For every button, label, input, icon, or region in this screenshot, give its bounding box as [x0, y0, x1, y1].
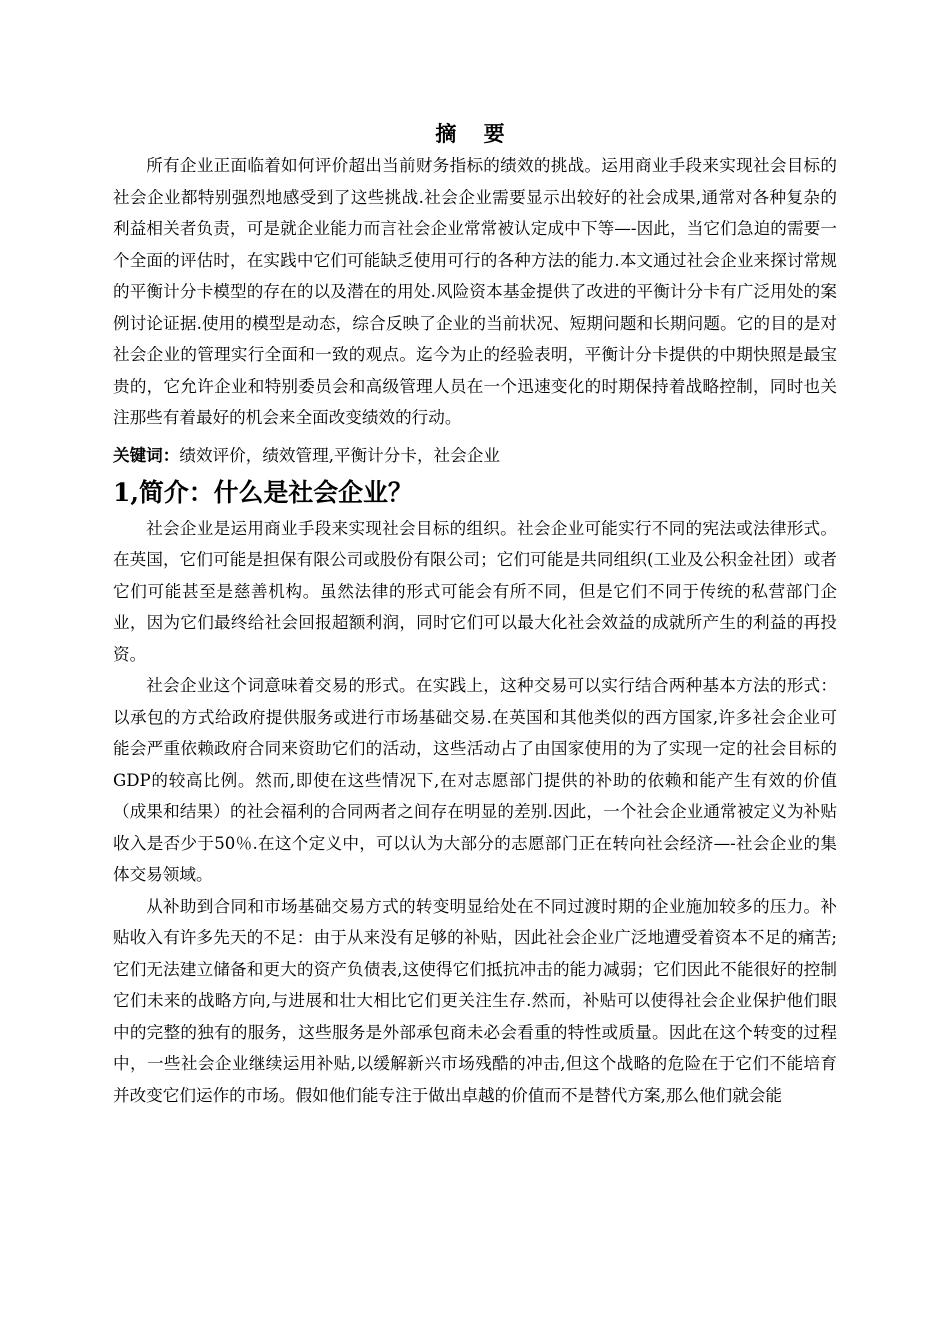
keywords-label: 关键词： — [113, 444, 180, 465]
section-paragraph-2: 社会企业这个词意味着交易的形式。在实践上，这种交易可以实行结合两种基本方法的形式：以承包的方式给政府提供服务或进行市场基础交易.在英国和其他类似的西方国家,许多社会企业可能会严重依赖政府合同来资助它们的活动，这些活动占了由国家使用的为了实现一定的社会目标的GDP的较高比例。然而,即使在这些情况下,在对志愿部门提供的补助的依赖和能产生有效的价值（成果和结果）的社会福利的合同两者之间存在明显的差别.因此，一个社会企业通常被定义为补贴收入是否少于50％.在这个定义中，可以认为大部分的志愿部门正在转向社会经济—-社会企业的集体交易领域。 — [113, 676, 837, 884]
section-paragraph-1: 社会企业是运用商业手段来实现社会目标的组织。社会企业可能实行不同的宪法或法律形式。在英国，它们可能是担保有限公司或股份有限公司；它们可能是共同组织(工业及公积金社团）或者它们可能甚至是慈善机构。虽然法律的形式可能会有所不同，但是它们不同于传统的私营部门企业，因为它们最终给社会回报超额利润，同时它们可以最大化社会效益的成就所产生的利益的再投资。 — [113, 518, 837, 664]
keywords-line — [113, 440, 837, 472]
keywords-text: 绩效评价，绩效管理,平衡计分卡，社会企业 — [179, 445, 500, 465]
document-page — [113, 118, 837, 1111]
section-paragraph-3: 从补助到合同和市场基础交易方式的转变明显给处在不同过渡时期的企业施加较多的压力。补贴收入有许多先天的不足：由于从来没有足够的补贴，因此社会企业广泛地遭受着资本不足的痛苦;它们无法建立储备和更大的资产负债表,这使得它们抵抗冲击的能力减弱；它们因此不能很好的控制它们未来的战略方向,与进展和壮大相比它们更关注生存.然而，补贴可以使得社会企业保护他们眼中的完整的独有的服务，这些服务是外部承包商未必会看重的特性或质量。因此在这个转变的过程中，一些社会企业继续运用补贴,以缓解新兴市场残酷的冲击,但这个战略的危险在于它们不能培育并改变它们运作的市场。假如他们能专注于做出卓越的价值而不是替代方案,那么他们就会能 — [113, 896, 837, 1105]
section-heading: 1,简介：什么是社会企业？ — [113, 478, 413, 507]
abstract-body: 所有企业正面临着如何评价超出当前财务指标的绩效的挑战。运用商业手段来实现社会目标的社会企业都特别强烈地感受到了这些挑战.社会企业需要显示出较好的社会成果,通常对各种复杂的利益相关者负责，可是就企业能力而言社会企业常常被认定成中下等—-因此，当它们急迫的需要一个全面的评估时，在实践中它们可能缺乏使用可行的各种方法的能力.本文通过社会企业来探讨常规的平衡计分卡模型的存在的以及潜在的用处.风险资本基金提供了改进的平衡计分卡有广泛用处的案例讨论证据.使用的模型是动态，综合反映了企业的当前状况、短期问题和长期问题。它的目的是对社会企业的管理实行全面和一致的观点。迄今为止的经验表明，平衡计分卡提供的中期快照是最宝贵的，它允许企业和特别委员会和高级管理人员在一个迅速变化的时期保持着战略控制，同时也关注那些有着最好的机会来全面改变绩效的行动。 — [113, 156, 837, 427]
abstract-title: 摘 要 — [435, 121, 515, 146]
